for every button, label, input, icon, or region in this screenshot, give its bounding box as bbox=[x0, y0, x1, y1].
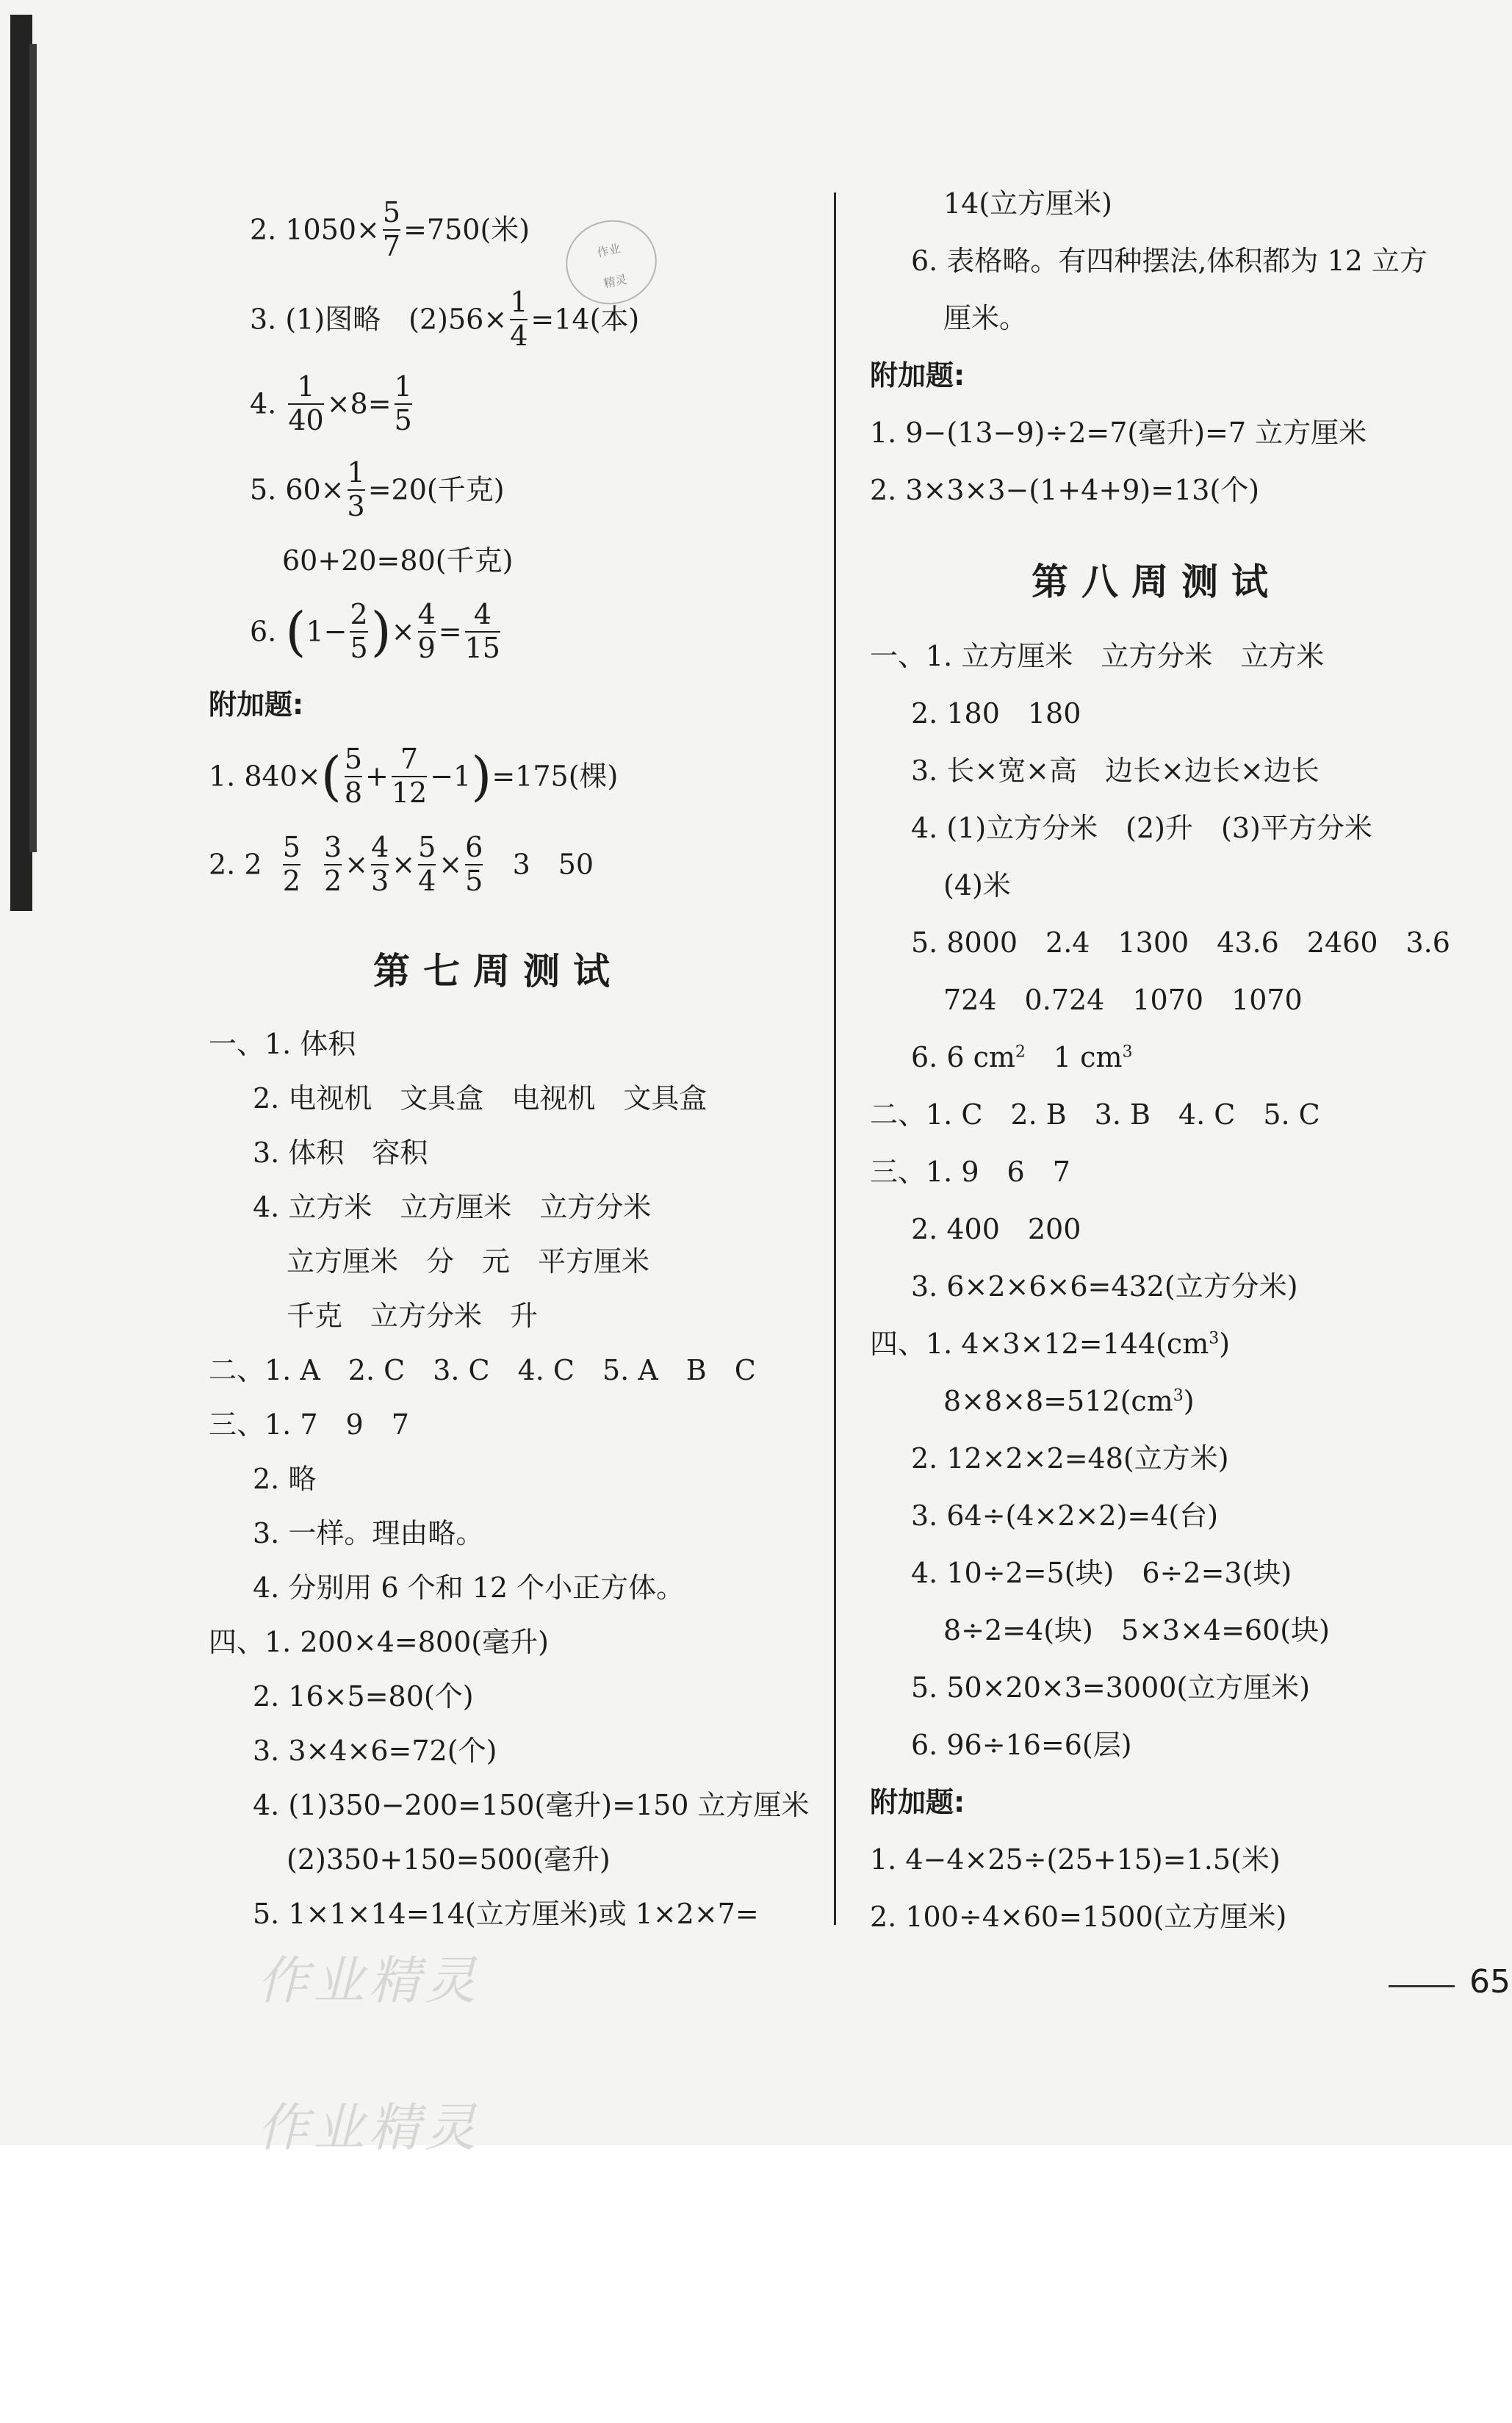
answer-line: 立方厘米 分 元 平方厘米 bbox=[287, 1245, 650, 1278]
answer-line: 一、1. 立方厘米 立方分米 立方米 bbox=[870, 640, 1325, 672]
answer-line: 6. 6 $cm^2$ 1 $cm^3$ bbox=[911, 1041, 1133, 1073]
answer-line: 2. 1050× $\frac{5}{7}$ =750(米) bbox=[250, 196, 530, 262]
answer-line: 60+20=80(千克) bbox=[282, 544, 514, 577]
answer-line: 2. 2 $\frac{5}{2}$ $\frac{3}{2}$ × $\frac{4}{3}$ × $\frac{5}{4}$ × $\frac{6}{5}$ 3 50 bbox=[209, 831, 594, 897]
answer-line: (2)350+150=500(毫升) bbox=[287, 1843, 611, 1876]
answer-line: 2. 略 bbox=[253, 1463, 317, 1495]
answer-line: 二、1. A 2. C 3. C 4. C 5. A B C bbox=[209, 1354, 756, 1386]
answer-line: $8\times 8\times 8=512(cm^3)$ bbox=[943, 1385, 1195, 1417]
answer-line: 5. 1×1×14=14(立方厘米)或 1×2×7= bbox=[253, 1898, 759, 1930]
scan-bottom-margin bbox=[0, 2145, 1512, 2423]
extra-questions-label: 附加题: bbox=[870, 1786, 965, 1818]
answer-line: 三、1. 9 6 7 bbox=[870, 1156, 1070, 1188]
answer-line: 3. 长×宽×高 边长×边长×边长 bbox=[911, 755, 1320, 787]
answer-line: 3. 3×4×6=72(个) bbox=[253, 1735, 497, 1767]
answer-line: 2. 电视机 文具盒 电视机 文具盒 bbox=[253, 1082, 708, 1115]
answer-line: 2. 100÷4×60=1500(立方厘米) bbox=[870, 1901, 1287, 1933]
answer-line: 6. 表格略。有四种摆法,体积都为 12 立方 bbox=[911, 245, 1428, 277]
answer-line: 4. 分别用 6 个和 12 个小正方体。 bbox=[253, 1571, 685, 1604]
answer-line: 3. 64÷(4×2×2)=4(台) bbox=[911, 1499, 1219, 1532]
answer-line: 1. 840×( $\frac{5}{8}$ + $\frac{7}{12}$ −1)=175(棵) bbox=[209, 743, 619, 809]
answer-line: 4. (1)350−200=150(毫升)=150 立方厘米 bbox=[253, 1789, 810, 1821]
answer-line: 6. 96÷16=6(层) bbox=[911, 1729, 1132, 1761]
answer-line: 2. 12×2×2=48(立方米) bbox=[911, 1442, 1229, 1475]
page-number: 65 bbox=[1469, 1963, 1511, 2001]
answer-line: 14(立方厘米) bbox=[943, 187, 1113, 220]
answer-line: 4. 立方米 立方厘米 立方分米 bbox=[253, 1191, 652, 1223]
answer-line: 3. (1)图略 (2)56× $\frac{1}{4}$ =14(本) bbox=[250, 286, 640, 352]
answer-line: 2. 400 200 bbox=[911, 1213, 1081, 1245]
answer-line: 4. (1)立方分米 (2)升 (3)平方分米 bbox=[911, 812, 1372, 844]
answer-line: 8÷2=4(块) 5×3×4=60(块) bbox=[943, 1614, 1330, 1646]
answer-line: 4. 10÷2=5(块) 6÷2=3(块) bbox=[911, 1557, 1292, 1589]
answer-line: 三、1. 7 9 7 bbox=[209, 1408, 409, 1441]
watermark: 作业精灵 bbox=[257, 2098, 480, 2158]
column-divider bbox=[834, 192, 836, 1925]
watermark: 作业精灵 bbox=[257, 1951, 480, 2011]
answer-line: 4. $\frac{1}{40}$ ×8= $\frac{1}{5}$ bbox=[250, 370, 412, 436]
answer-line: 2. 180 180 bbox=[911, 697, 1081, 730]
answer-line: 3. 体积 容积 bbox=[253, 1137, 428, 1169]
extra-questions-label: 附加题: bbox=[209, 688, 304, 721]
extra-questions-label: 附加题: bbox=[870, 359, 965, 392]
answer-line: (4)米 bbox=[943, 869, 1011, 901]
answer-line: 5. 8000 2.4 1300 43.6 2460 3.6 bbox=[911, 926, 1450, 959]
answer-line: 厘米。 bbox=[943, 302, 1028, 334]
heading-week8: 第八周测试 bbox=[1032, 561, 1281, 603]
answer-line: 3. 6×2×6×6=432(立方分米) bbox=[911, 1270, 1298, 1303]
answer-line: 2. 16×5=80(个) bbox=[253, 1680, 474, 1713]
answer-line: 一、1. 体积 bbox=[209, 1028, 356, 1060]
answer-line: 724 0.724 1070 1070 bbox=[943, 984, 1303, 1016]
answer-line: 四、1. $4\times 3\times 12=144(cm^3)$ bbox=[870, 1328, 1231, 1360]
answer-line: 四、1. 200×4=800(毫升) bbox=[209, 1626, 549, 1658]
answer-line: 1. 4−4×25÷(25+15)=1.5(米) bbox=[870, 1843, 1281, 1876]
answer-line: 6. (1− $\frac{2}{5}$ )× $\frac{4}{9}$ = $\frac{4}{15}$ bbox=[250, 598, 500, 664]
answer-line: 千克 立方分米 升 bbox=[287, 1300, 539, 1332]
answer-line: 5. 50×20×3=3000(立方厘米) bbox=[911, 1671, 1311, 1704]
heading-week7: 第七周测试 bbox=[373, 950, 623, 993]
answer-line: 2. 3×3×3−(1+4+9)=13(个) bbox=[870, 474, 1260, 506]
answer-line: 二、1. C 2. B 3. B 4. C 5. C bbox=[870, 1098, 1320, 1131]
answer-line: 5. 60× $\frac{1}{3}$ =20(千克) bbox=[250, 456, 505, 522]
answer-line: 3. 一样。理由略。 bbox=[253, 1517, 484, 1549]
stamp-logo: 作业 精灵 bbox=[558, 212, 665, 312]
answer-line: 1. 9−(13−9)÷2=7(毫升)=7 立方厘米 bbox=[870, 417, 1367, 449]
scan-edge-shadow-inner bbox=[29, 44, 37, 852]
page-number-rule bbox=[1389, 1985, 1455, 1987]
